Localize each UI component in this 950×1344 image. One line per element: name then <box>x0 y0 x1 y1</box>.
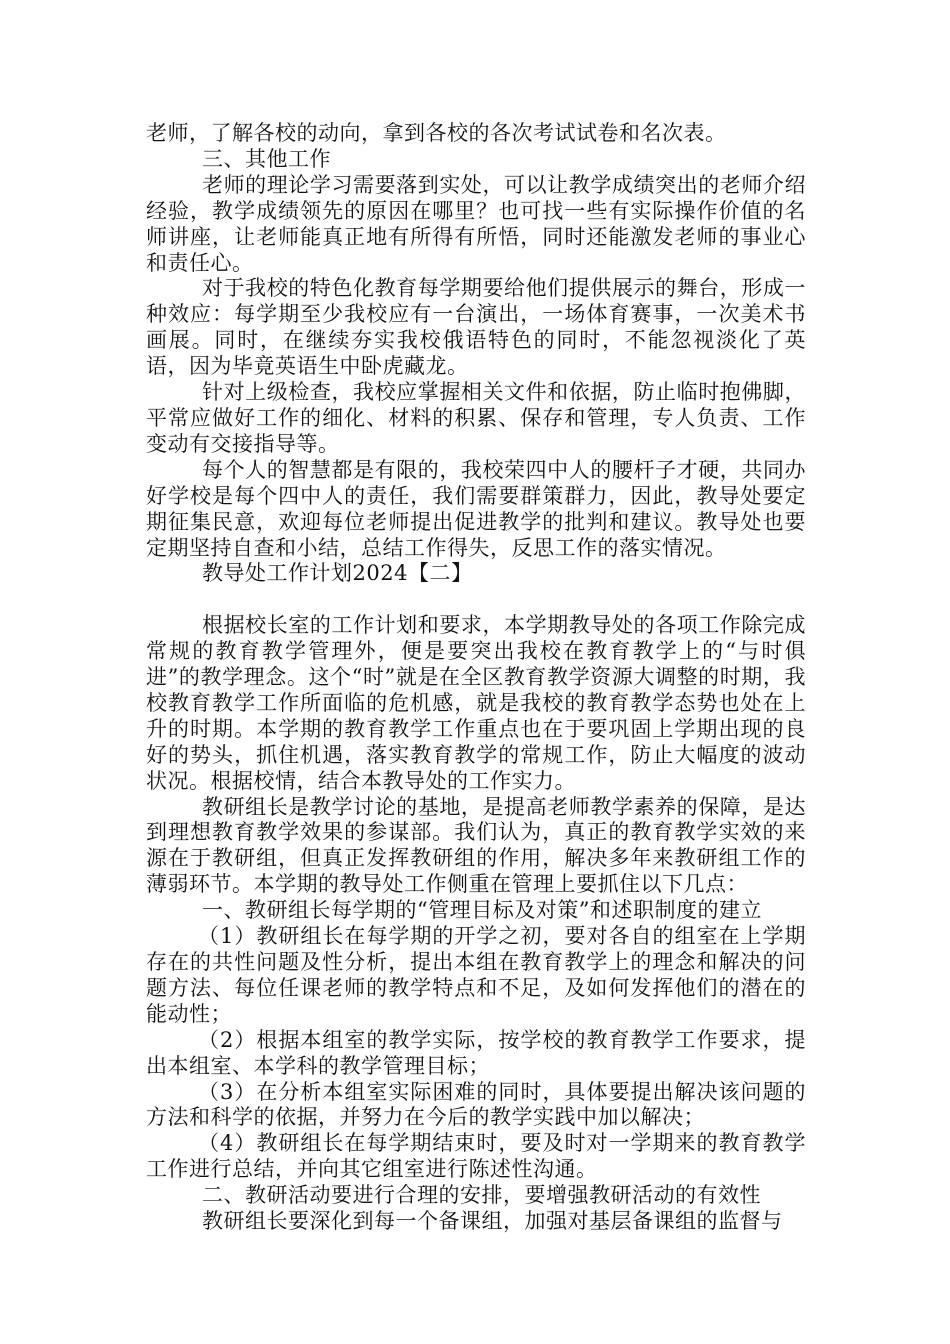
document-section-title: 教导处工作计划2024【二】 <box>202 561 473 586</box>
blank-line <box>146 587 806 613</box>
paragraph-theory-study: 老师的理论学习需要落到实处，可以让教学成绩突出的老师介绍经验，教学成绩领先的原因在哪里？也可找一些有实际操作价值的名师讲座，让老师能真正地有所得有所悟，同时还能激发老师的事业心和责任心。 <box>146 172 806 275</box>
paragraph-research-group: 教研组长是教学讨论的基地，是提高老师教学素养的保障，是达到理想教育教学效果的参谋部。我们认为，真正的教育教学实效的来源在于教研组，但真正发挥教研组的作用，解决多年来教研组工作的薄弱环节。本学期的教导处工作侧重在管理上要抓住以下几点： <box>146 794 806 897</box>
paragraph-specialty-education: 对于我校的特色化教育每学期要给他们提供展示的舞台，形成一种效应：每学期至少我校应有一台演出，一场体育赛事，一次美术书画展。同时，在继续夯实我校俄语特色的同时，不能忽视淡化了英语，因为毕竟英语生中卧虎藏龙。 <box>146 276 806 379</box>
list-item-4: （4）教研组长在每学期结束时，要及时对一学期来的教育教学工作进行总结，并向其它组室进行陈述性沟通。 <box>146 1131 806 1182</box>
section-heading-goals: 一、教研组长每学期的“管理目标及对策”和述职制度的建立 <box>202 898 762 923</box>
paragraph-continuation: 老师，了解各校的动向，拿到各校的各次考试试卷和名次表。 <box>146 121 727 145</box>
list-item-3: （3）在分析本组室实际困难的同时，具体要提出解决该问题的方法和科学的依据，并努力在今后的教学实践中加以解决； <box>146 1079 806 1130</box>
section-heading-activities: 二、教研活动要进行合理的安排，要增强教研活动的有效性 <box>202 1183 761 1208</box>
paragraph-collective-wisdom: 每个人的智慧都是有限的，我校荣四中人的腰杆子才硬，共同办好学校是每个四中人的责任，我们需要群策群力，因此，教导处要定期征集民意，欢迎每位老师提出促进教学的批判和建议。教导处也要定期坚持自查和小结，总结工作得失，反思工作的落实情况。 <box>146 457 806 560</box>
paragraph-plan-intro: 根据校长室的工作计划和要求，本学期教导处的各项工作除完成常规的教育教学管理外，便是要突出我校在教育教学上的“与时俱进”的教学理念。这个“时”就是在全区教育教学资源大调整的时期，我校教育教学工作所面临的危机感，就是我校的教育教学态势也处在上升的时期。本学期的教育教学工作重点也在于要巩固上学期出现的良好的势头，抓住机遇，落实教育教学的常规工作，防止大幅度的波动状况。根据校情，结合本教导处的工作实力。 <box>146 613 806 793</box>
list-item-1: （1）教研组长在每学期的开学之初，要对各自的组室在上学期存在的共性问题及性分析，提出本组在教育教学上的理念和解决的问题方法、每位任课老师的教学特点和不足，及如何发挥他们的潜在的能动性； <box>146 924 806 1026</box>
document-body <box>146 121 806 1235</box>
list-item-2: （2）根据本组室的教学实际，按学校的教育教学工作要求，提出本组室、本学科的教学管理目标； <box>146 1027 806 1078</box>
paragraph-supervision: 教研组长要深化到每一个备课组，加强对基层备课组的监督与 <box>202 1209 783 1234</box>
paragraph-inspection: 针对上级检查，我校应掌握相关文件和依据，防止临时抱佛脚，平常应做好工作的细化、材料的积累、保存和管理，专人负责、工作变动有交接指导等。 <box>146 380 806 456</box>
section-heading-other-work: 三、其他工作 <box>202 146 331 171</box>
